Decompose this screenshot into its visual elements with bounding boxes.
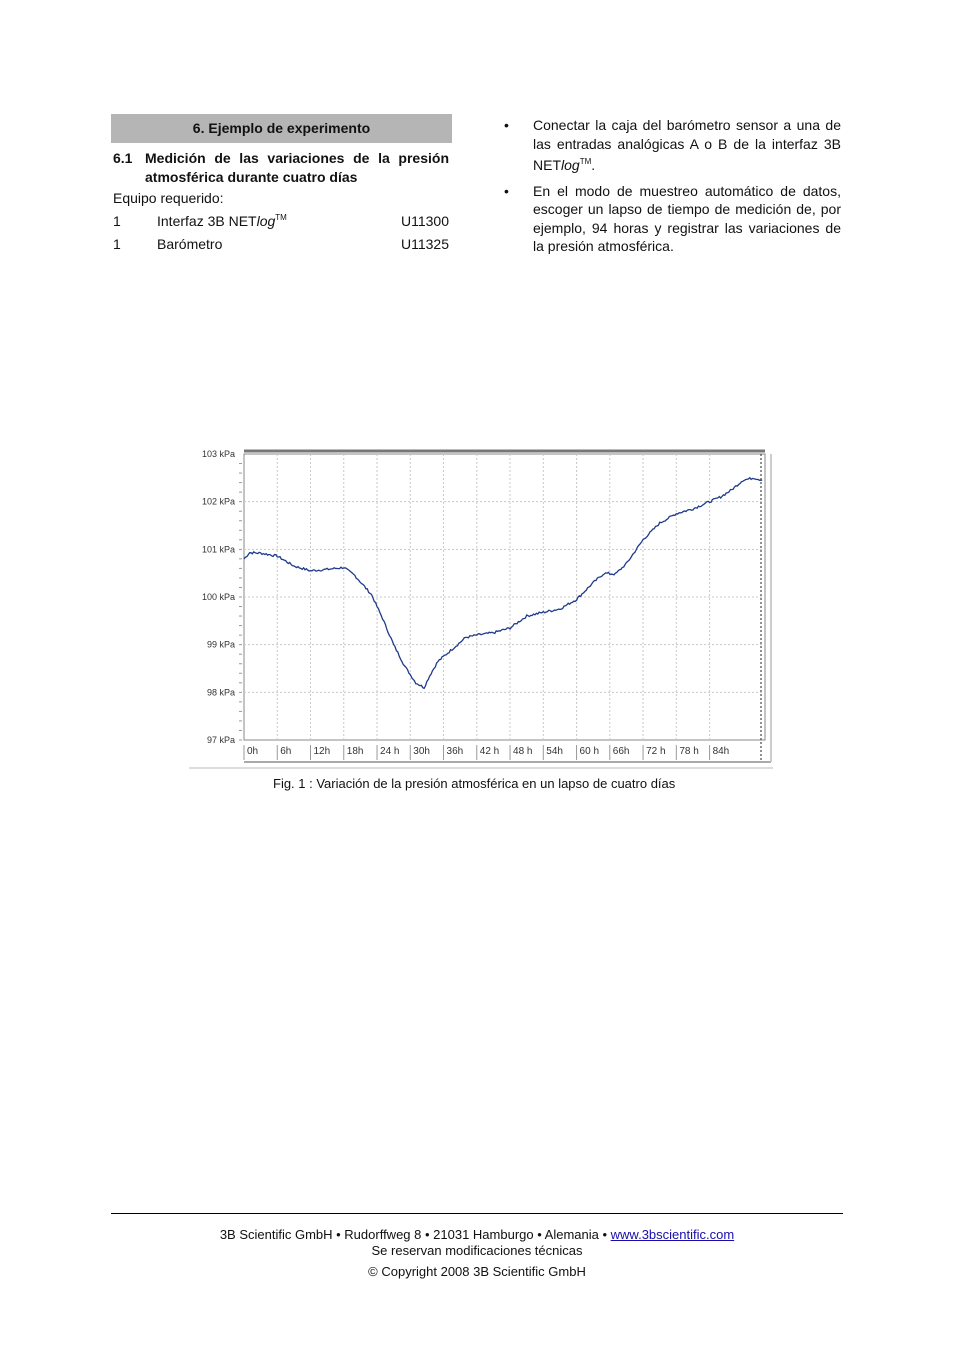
x-tick-label: 78 h: [679, 746, 699, 757]
x-tick-label: 24 h: [380, 746, 400, 757]
bullet-icon: •: [504, 182, 509, 199]
website-link[interactable]: www.3bscientific.com: [610, 1227, 735, 1242]
x-tick-label: 84h: [712, 746, 730, 757]
equipment-code: U11300: [400, 213, 449, 229]
subsection-title-line2: atmosférica durante cuatro días: [145, 169, 358, 185]
equipment-code: U11325: [400, 236, 449, 252]
pressure-chart: [189, 444, 773, 772]
footer-divider: [111, 1213, 843, 1214]
subsection-heading: [113, 149, 449, 187]
x-tick-label: 54h: [546, 746, 563, 757]
x-tick-label: 30h: [413, 746, 430, 757]
equipment-qty: 1: [113, 236, 121, 252]
figure-caption: Fig. 1 : Variación de la presión atmosférica en un lapso de cuatro días: [273, 776, 676, 791]
bullet-text: En el modo de muestreo automático de datos, escoger un lapso de tiempo de medición de, por ejemplo, 94 horas y registrar las variaciones de la presión atmosférica.: [533, 182, 841, 254]
y-tick-label: 103 kPa: [201, 449, 235, 459]
x-tick-label: 72 h: [646, 746, 666, 757]
bullet-icon: •: [504, 117, 509, 133]
y-tick-label: 99 kPa: [206, 639, 235, 650]
y-tick-label: 100 kPa: [201, 592, 235, 602]
x-tick-label: 6h: [280, 746, 292, 757]
x-tick-label: 60 h: [579, 746, 600, 757]
footer-copyright: © Copyright 2008 3B Scientific GmbH: [368, 1264, 586, 1279]
subsection-number: 6.1: [113, 150, 133, 166]
y-tick-label: 102 kPa: [201, 496, 235, 507]
equipment-label: Equipo requerido:: [113, 190, 224, 206]
subsection-title-line1: Medición de las variaciones de la presión: [145, 150, 449, 166]
footer-notice: Se reservan modificaciones técnicas: [371, 1243, 583, 1258]
y-tick-label: 101 kPa: [201, 544, 235, 555]
list-item: [504, 116, 841, 175]
equipment-item: [113, 213, 449, 233]
bullet-text: Conectar la caja del barómetro sensor a una de las entradas analógicas A o B de la interfaz 3B NETlog™.: [533, 117, 841, 173]
list-item: [504, 182, 841, 256]
x-tick-label: 42 h: [479, 746, 500, 757]
equipment-name: Barómetro: [157, 236, 223, 252]
x-tick-label: 66h: [612, 746, 630, 757]
equipment-name: Interfaz 3B NETlog™: [157, 213, 287, 229]
equipment-item: [113, 236, 449, 256]
x-tick-label: 0h: [247, 746, 259, 757]
y-tick-label: 98 kPa: [206, 687, 235, 698]
footer-address: 3B Scientific GmbH • Rudorffweg 8 • 21031 Hamburgo • Alemania • www.3bscientific.com: [219, 1227, 735, 1242]
x-tick-label: 48 h: [513, 746, 533, 757]
x-tick-label: 36h: [446, 746, 464, 757]
chart-svg: [189, 444, 773, 772]
section-heading: 6. Ejemplo de experimento: [111, 114, 452, 143]
instructions-list: [504, 116, 841, 263]
x-tick-label: 12h: [313, 746, 331, 757]
y-tick-label: 97 kPa: [206, 735, 235, 745]
equipment-qty: 1: [113, 213, 121, 229]
x-tick-label: 18h: [346, 746, 364, 757]
